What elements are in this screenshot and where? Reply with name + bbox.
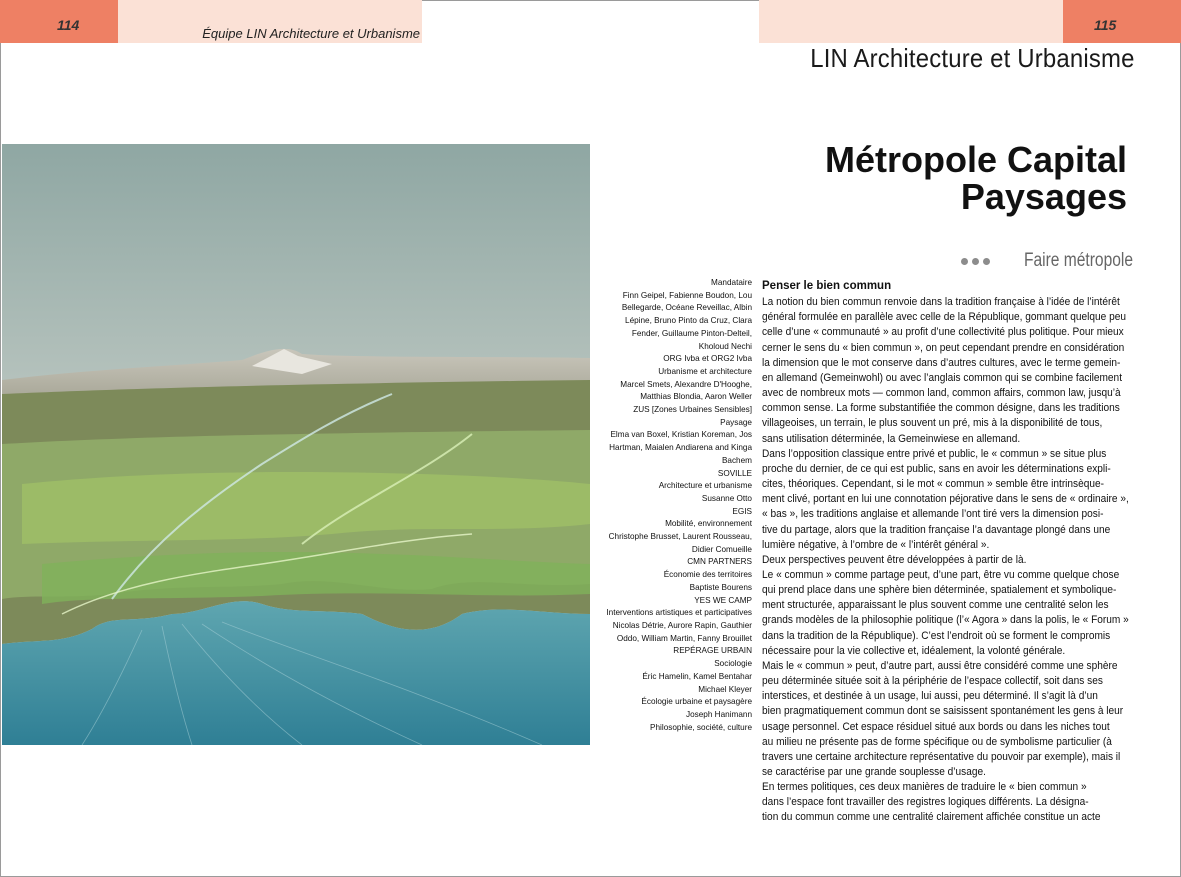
body-line: common sense. La forme substantifiée the common désigne, dans les traditions (762, 402, 1120, 415)
body-line: dans l’espace font travailler des registres logiques différents. La désigna- (762, 796, 1089, 809)
credit-line: ORG Ivba et ORG2 Ivba (663, 354, 752, 364)
credit-line: Écologie urbaine et paysagère (641, 697, 752, 707)
credit-line: Mandataire (711, 278, 752, 287)
credit-line: Économie des territoires (663, 570, 752, 580)
credit-line: Éric Hamelin, Kamel Bentahar (642, 671, 752, 681)
body-subheading: Penser le bien commun (762, 280, 892, 292)
body-line: tive du partage, alors que la tradition française l’a davantage plongé dans une (762, 523, 1111, 536)
body-line: bien pragmatiquement commun dont se saisissent spontanément les gens à leur (762, 705, 1124, 718)
body-line: cites, théoriques. Cependant, si le mot « commun » semble être intrinsèque- (762, 478, 1105, 491)
credit-line: Mobilité, environnement (665, 519, 752, 529)
body-line: sans utilisation déterminée, la Gemeinwiese en allemand. (762, 432, 1021, 445)
body-line: tion du commun comme une centralité clairement affichée constitue un acte (762, 811, 1101, 824)
credit-line: Hartman, Maialen Andiarena and Kinga (609, 443, 752, 453)
body-line: nécessaire pour la vie collective et, idéalement, la volonté générale. (762, 644, 1066, 657)
credit-line: Paysage (720, 417, 752, 427)
body-line: se caractérise par une grande souplesse d’usage. (762, 766, 986, 778)
right-page-number-band (1063, 0, 1181, 43)
section-heading (961, 250, 1133, 272)
credit-line: EGIS (732, 506, 752, 516)
credit-line: Joseph Hanimann (686, 709, 752, 719)
body-line: celle d’une « communauté » au profit d’une collectivité plus politique. Pour mieux (762, 326, 1124, 339)
credit-line: Urbanisme et architecture (658, 366, 752, 376)
credit-line: Interventions artistiques et participatives (606, 608, 752, 618)
right-page-number: 115 (1094, 17, 1117, 33)
body-line: Dans l’opposition classique entre privé et public, le « commun » se situe plus (762, 447, 1107, 460)
credit-line: CMN PARTNERS (687, 557, 752, 567)
body-line: La notion du bien commun renvoie dans la tradition française à l’idée de l’intérêt (762, 296, 1120, 309)
article-title (825, 141, 1127, 215)
credit-line: Fender, Guillaume Pinton-Delteil, (631, 328, 752, 338)
credit-line: REPÉRAGE URBAIN (673, 646, 752, 656)
body-line: En termes politiques, ces deux manières de traduire le « bien commun » (762, 781, 1087, 794)
credit-line: Matthias Blondia, Aaron Weller (640, 392, 752, 402)
body-line: qui prend place dans une sphère bien déterminée, spatialement et symbolique- (762, 584, 1117, 597)
body-line: « bas », les traditions anglaise et allemande l’ont tiré vers la dimension posi- (762, 508, 1104, 521)
body-line: ment structurée, apparaissant le plus souvent comme une centralité selon les (762, 599, 1109, 612)
credit-line: Susanne Otto (701, 493, 752, 503)
body-line: peu déterminée située soit à la périphérie de l’espace collectif, soit dans ses (762, 675, 1103, 688)
title-line-2: Paysages (960, 176, 1127, 217)
credit-line: ZUS [Zones Urbaines Sensibles] (633, 405, 752, 415)
body-text (762, 295, 1138, 825)
body-line: au milieu ne présente pas de forme spécifique ou de symbolisme particulier (à (762, 735, 1112, 748)
aerial-landscape-illustration (2, 144, 590, 745)
section-label: Faire métropole (1023, 250, 1133, 271)
body-line: avec de nombreux mots — common land, common affairs, common law, jusqu’à (762, 387, 1121, 400)
credit-line: Philosophie, société, culture (650, 722, 752, 732)
credit-line: Elma van Boxel, Kristian Koreman, Jos (610, 430, 752, 440)
body-line: travers une certaine architecture représentative du pouvoir par exemple), mais il (762, 750, 1121, 763)
credit-line: Marcel Smets, Alexandre D'Hooghe, (620, 379, 752, 389)
credit-line: Didier Comueille (691, 544, 752, 554)
dots-icon (961, 258, 990, 265)
body-line: interstices, et destinée à un usage, lui aussi, peu déterminé. Il s’agit là d’un (762, 690, 1098, 703)
body-line: la dimension que le mot conserve dans d’autres cultures, avec le terme gemein- (762, 356, 1121, 369)
credit-line: YES WE CAMP (694, 595, 752, 605)
body-line: Mais le « commun » peut, d’autre part, aussi être considéré comme une sphère (762, 659, 1118, 672)
credit-line: SOVILLE (717, 468, 752, 478)
credit-line: Finn Geipel, Fabienne Boudon, Lou (622, 290, 752, 300)
credit-line: Christophe Brusset, Laurent Rousseau, (608, 532, 752, 542)
credit-line: Lépine, Bruno Pinto da Cruz, Clara (625, 316, 752, 326)
credit-line: Sociologie (714, 659, 752, 669)
article-body (762, 279, 1138, 826)
credit-line: Bachem (721, 455, 752, 465)
credit-line: Kholoud Nechi (698, 341, 752, 351)
body-line: villageoises, un terrain, le plus souvent un pré, mis à la disponibilité de tous, (762, 417, 1103, 430)
body-line: ment clivé, portant en lui une connotation péjorative dans le sens de « ordinaire », (762, 493, 1129, 506)
body-line: Deux perspectives peuvent être développées à partir de là. (762, 553, 1027, 566)
body-line: en allemand (Gemeinwohl) ou avec l’anglais common qui se combine facilement (762, 371, 1123, 384)
body-line: usage personnel. Cet espace résiduel situé aux bords ou dans les niches tout (762, 720, 1110, 733)
credit-line: Bellegarde, Océane Reveillac, Albin (621, 303, 752, 313)
credit-line: Nicolas Détrie, Aurore Rapin, Gauthier (612, 620, 752, 630)
credit-line: Michael Kleyer (698, 684, 752, 694)
title-line-1: Métropole Capital (824, 139, 1127, 180)
body-line: dans la tradition de la République). C’est l’endroit où se forment le compromis (762, 629, 1111, 642)
project-credits (606, 277, 752, 734)
left-running-head: Équipe LIN Architecture et Urbanisme (202, 26, 420, 41)
studio-name: LIN Architecture et Urbanisme (810, 43, 1135, 73)
right-running-head-band (759, 0, 1063, 43)
credit-line: Oddo, William Martin, Fanny Brouillet (616, 633, 752, 643)
body-line: Le « commun » comme partage peut, d’une part, être vu comme quelque chose (762, 568, 1120, 581)
credit-line: Architecture et urbanisme (658, 481, 752, 491)
left-page-number: 114 (57, 17, 80, 33)
body-line: lumière négative, à l’ombre de « l’intérêt général ». (762, 538, 990, 551)
body-line: général formulée en parallèle avec celle de la République, gommant quelque peu (762, 311, 1127, 324)
left-page-number-band (0, 0, 118, 43)
body-line: grands modèles de la philosophie politique (l’« Agora » dans la polis, le « Forum » (762, 614, 1129, 627)
credit-line: Baptiste Bourens (689, 582, 752, 592)
body-line: proche du dernier, de ce qui est public, sans en avoir les déterminations expli- (762, 462, 1111, 475)
left-running-head-band (118, 0, 422, 43)
body-line: cerner le sens du « bien commun », on peut cependant prendre en considération (762, 341, 1125, 354)
